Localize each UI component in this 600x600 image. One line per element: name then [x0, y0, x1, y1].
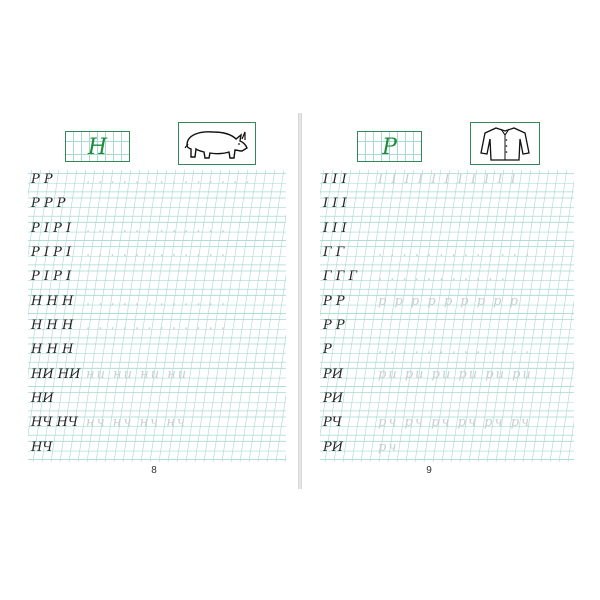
- trace-letters: Ι Ι Ι Ι Ι Ι Ι Ι Ι Ι Ι: [378, 172, 518, 187]
- model-letters: Ρ Ι Р Ι: [31, 269, 72, 285]
- model-letters: Н Н Н: [31, 293, 74, 309]
- left-letter: Н: [87, 135, 108, 160]
- model-letters: Ι Ι Ι: [323, 172, 347, 187]
- trace-letters: . . . . . . . . . . . .: [86, 293, 228, 309]
- trace-letters: р р р р р р р р р: [378, 293, 520, 309]
- left-page: [13, 113, 298, 489]
- model-letters: Ι Ι Ι: [323, 196, 347, 212]
- slant-line: [204, 170, 248, 462]
- trace-letters: . . . . . . . . . . . .: [86, 220, 228, 236]
- model-letters: РЧ: [323, 415, 342, 431]
- rhinoceros-icon: [179, 123, 255, 164]
- model-letters: Г Г Г: [323, 269, 358, 285]
- model-letters: РИ: [323, 391, 344, 406]
- trace-letters: ни ни ни ни: [86, 366, 189, 382]
- model-letters: Н Н Н: [31, 342, 74, 358]
- trace-letters: . . . . . . . . . . . .: [86, 245, 228, 260]
- trace-letters: ри ри ри ри ри ри: [378, 366, 533, 382]
- slant-line: [532, 170, 574, 462]
- right-letter-box: [357, 131, 422, 162]
- model-letters: Р Р: [31, 172, 53, 187]
- right-page: [302, 113, 587, 489]
- trace-letters: . . . . . . . . . . . . .: [378, 342, 532, 358]
- trace-letters: рч рч рч рч рч рч: [378, 415, 532, 431]
- model-letters: НИ НИ: [31, 366, 81, 382]
- trace-letters: . . . . . . . . . . . . .: [378, 245, 532, 260]
- model-letters: Н Н Н: [31, 318, 74, 333]
- right-letter: Р: [382, 135, 397, 160]
- slant-line: [249, 170, 286, 462]
- model-letters: НЧ НЧ: [31, 415, 78, 431]
- model-letters: Р Р: [323, 293, 345, 309]
- slant-line: [240, 170, 284, 462]
- rhinoceros-picture-box: [178, 122, 256, 165]
- page-number-right: 9: [426, 465, 432, 476]
- trace-letters: . . . . . . . . . . . .: [86, 318, 228, 333]
- trace-letters: . . . . . . . . . . . . . .: [86, 172, 252, 187]
- model-letters: Ρ Ι Р Ι: [31, 245, 72, 260]
- model-letters: Р Р: [323, 318, 345, 333]
- model-letters: Р Ι Р Ι: [31, 220, 72, 236]
- slant-line: [222, 170, 266, 462]
- trace-letters: рч: [378, 439, 399, 455]
- trace-letters: . . . . . . . . . . .: [378, 269, 507, 285]
- shirt-picture-box: [470, 122, 540, 165]
- model-letters: РИ: [323, 439, 344, 455]
- model-letters: Ι Ι Ι: [323, 220, 347, 236]
- model-letters: НЧ: [31, 439, 53, 455]
- model-letters: РИ: [323, 366, 344, 382]
- page-number-left: 8: [151, 465, 157, 476]
- shirt-icon: [471, 123, 539, 164]
- slant-line: [195, 170, 239, 462]
- model-letters: Р Р Р: [31, 196, 66, 212]
- slant-line: [285, 170, 286, 462]
- model-letters: Р: [323, 342, 332, 358]
- slant-line: [231, 170, 275, 462]
- slant-line: [213, 170, 257, 462]
- slant-line: [267, 170, 286, 462]
- model-letters: Г Г: [323, 245, 345, 260]
- model-letters: НИ: [31, 391, 54, 406]
- slant-line: [568, 170, 574, 462]
- left-letter-box: [65, 131, 130, 162]
- slant-line: [186, 170, 230, 462]
- notebook-spread: [13, 113, 587, 489]
- trace-letters: нч нч нч нч: [86, 415, 187, 431]
